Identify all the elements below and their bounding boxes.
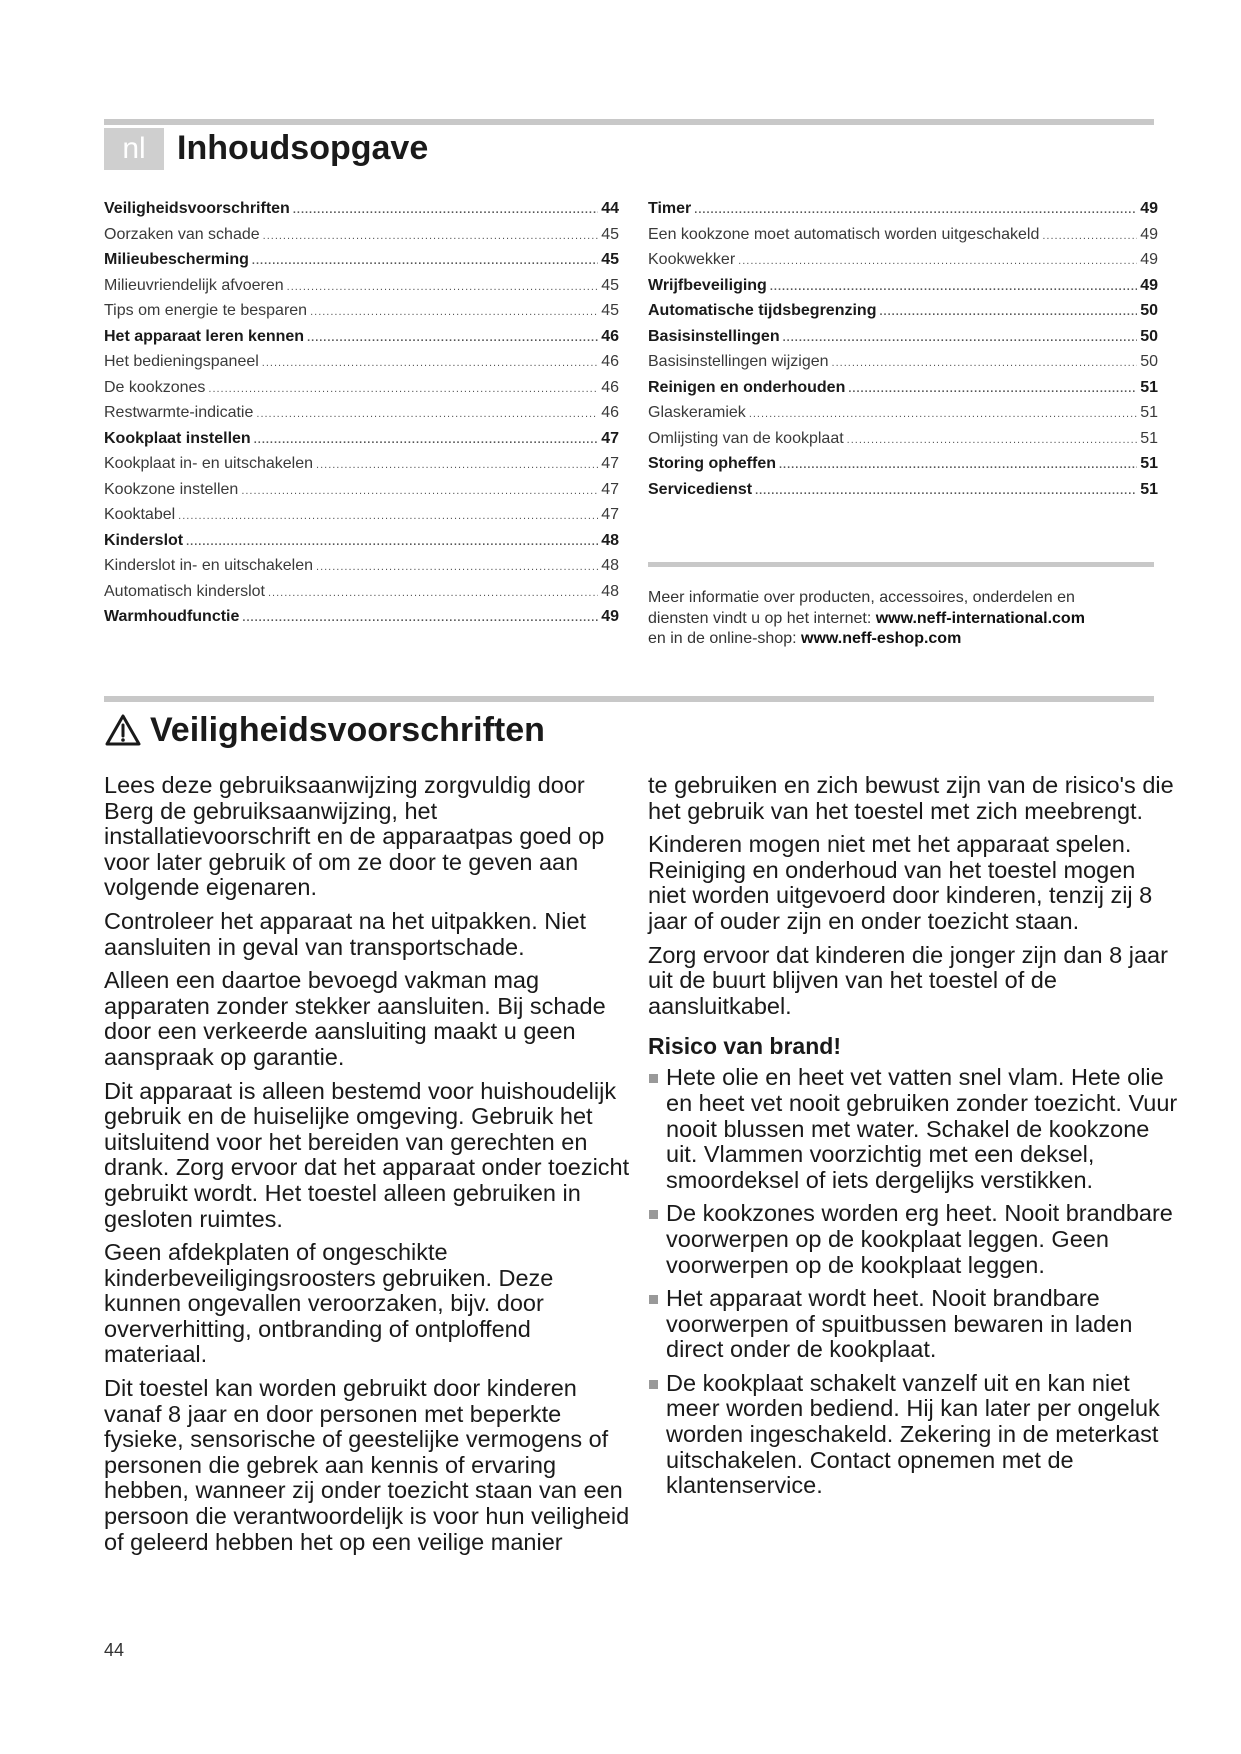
toc-entry-title: Basisinstellingen wijzigen xyxy=(648,353,829,370)
toc-entry[interactable] xyxy=(104,273,619,299)
toc-entry-page: 45 xyxy=(601,276,619,294)
toc-entry-title: Milieubescherming xyxy=(104,251,249,268)
safety-right-paragraphs xyxy=(648,773,1178,1019)
toc-entry-title: De kookzones xyxy=(104,378,206,396)
toc-entry-page: 46 xyxy=(601,404,619,421)
body-paragraph: Controleer het apparaat na het uitpakken. Niet aansluiten in geval van transportschade. xyxy=(104,907,587,960)
toc-entry-title: Kookplaat instellen xyxy=(104,429,251,447)
fire-risk-text: De kookzones worden erg heet. Nooit brandbare voorwerpen op de kookplaat leggen. Geen voorwerpen op de kookplaat leggen. xyxy=(666,1200,1173,1278)
toc-entry-title: Warmhoudfunctie xyxy=(104,608,240,625)
toc-entry-title: Het bedieningspaneel xyxy=(104,353,259,370)
toc-entry-title: Timer xyxy=(648,200,692,217)
toc-entry-title: Kookwekker xyxy=(648,251,736,268)
toc-entry-title: Kookplaat in- en uitschakelen xyxy=(104,455,314,472)
fire-risk-text: De kookplaat schakelt vanzelf uit en kan niet meer worden bediend. Hij kan later per ongeluk worden ingeschakeld. Zekering in de meterkast uitschakelen. Contact opnemen met de klantenservice. xyxy=(666,1369,1160,1499)
toc-entry-title: Milieuvriendelijk afvoeren xyxy=(104,276,284,294)
page-number: 44 xyxy=(104,1640,125,1660)
fire-risk-text: Hete olie en heet vet vatten snel vlam. Hete olie en heet vet nooit gebruiken zonder toezicht. Vuur nooit blussen met water. Schakel de kookzone uit. Vlammen voorzichtig met een deksel, smoordeksel of iets dergelijks verstikken. xyxy=(666,1064,1178,1193)
toc-entry-page: 47 xyxy=(601,480,619,498)
toc-leader-dots xyxy=(779,453,1137,479)
toc-entry-title: Wrijfbeveiliging xyxy=(648,276,767,294)
body-paragraph: Lees deze gebruiksaanwijzing zorgvuldig door Berg de gebruiksaanwijzing, het installatievoorschrift en de apparaatpas goed op voor later gebruik of om ze door te geven aan volgende eigenaren. xyxy=(104,772,605,901)
toc-entry[interactable] xyxy=(104,451,619,477)
toc-leader-dots xyxy=(749,402,1137,428)
toc-entry[interactable] xyxy=(648,375,1158,401)
toc-entry-page: 47 xyxy=(601,429,619,447)
toc-entry[interactable] xyxy=(648,349,1158,375)
toc-leader-dots xyxy=(287,275,599,301)
toc-entry-title: Veiligheidsvoorschriften xyxy=(104,200,290,217)
eshop-link[interactable]: www.neff-eshop.com xyxy=(801,630,962,647)
toc-left-column xyxy=(104,196,619,630)
toc-entry[interactable] xyxy=(648,196,1158,222)
toc-entry-page: 46 xyxy=(601,378,619,396)
fire-risk-item xyxy=(648,1371,1178,1499)
toc-entry[interactable] xyxy=(648,426,1158,452)
toc-leader-dots xyxy=(770,275,1137,301)
toc-entry-page: 46 xyxy=(601,353,619,370)
square-bullet-icon xyxy=(649,1380,658,1389)
toc-entry-title: Restwarmte-indicatie xyxy=(104,404,254,421)
toc-leader-dots xyxy=(310,300,598,326)
info-text xyxy=(648,588,1158,650)
toc-leader-dots xyxy=(186,530,598,556)
toc-entry[interactable] xyxy=(104,604,619,630)
toc-entry-page: 51 xyxy=(1140,455,1158,472)
toc-entry[interactable] xyxy=(104,426,619,452)
toc-entry-page: 49 xyxy=(1140,225,1158,243)
safety-title-text: Veiligheidsvoorschriften xyxy=(150,711,545,749)
toc-entry-page: 49 xyxy=(1140,276,1158,294)
toc-leader-dots xyxy=(316,453,598,479)
toc-leader-dots xyxy=(293,198,598,224)
toc-leader-dots xyxy=(242,606,598,632)
toc-entry[interactable] xyxy=(104,196,619,222)
fire-risk-heading: Risico van brand! xyxy=(648,1033,841,1060)
body-paragraph: Kinderen mogen niet met het apparaat spelen. Reiniging en onderhoud van het toestel mogen niet worden uitgevoerd door kinderen, tenzij zij 8 jaar of ouder zijn en onder toezicht staan. xyxy=(648,831,1153,934)
toc-leader-dots xyxy=(262,351,598,377)
toc-entry-page: 45 xyxy=(601,225,619,243)
toc-entry-page: 47 xyxy=(601,455,619,472)
toc-leader-dots xyxy=(307,326,598,352)
toc-entry[interactable] xyxy=(104,528,619,554)
language-badge: nl xyxy=(104,128,164,170)
toc-entry-title: Automatisch kinderslot xyxy=(104,582,265,600)
toc-entry-title: Het apparaat leren kennen xyxy=(104,327,305,345)
fire-risk-list xyxy=(648,1065,1178,1499)
toc-right-column xyxy=(648,196,1158,502)
toc-entry-page: 51 xyxy=(1140,429,1158,447)
toc-entry-page: 50 xyxy=(1140,353,1158,370)
toc-leader-dots xyxy=(755,479,1137,505)
toc-entry[interactable] xyxy=(648,400,1158,426)
toc-leader-dots xyxy=(178,504,598,530)
safety-title xyxy=(104,706,545,754)
fire-risk-item xyxy=(648,1065,1178,1193)
toc-entry-title: Basisinstellingen xyxy=(648,327,780,345)
toc-entry-page: 49 xyxy=(1140,200,1158,217)
toc-entry-page: 46 xyxy=(601,327,619,345)
toc-entry[interactable] xyxy=(104,477,619,503)
toc-leader-dots xyxy=(252,249,598,275)
toc-title: Inhoudsopgave xyxy=(177,129,429,167)
toc-entry[interactable] xyxy=(104,502,619,528)
toc-leader-dots xyxy=(208,377,598,403)
square-bullet-icon xyxy=(649,1074,658,1083)
toc-entry-page: 47 xyxy=(601,506,619,523)
toc-entry-title: Glaskeramiek xyxy=(648,404,746,421)
safety-top-rule xyxy=(104,696,1154,702)
toc-entry-page: 50 xyxy=(1140,327,1158,345)
toc-entry-page: 51 xyxy=(1140,378,1158,396)
toc-entry[interactable] xyxy=(648,247,1158,273)
body-paragraph: Geen afdekplaten of ongeschikte kinderbeveiligingsroosters gebruiken. Deze kunnen ongevallen veroorzaken, bijv. door oververhitting, ontbranding of ontploffend materiaal. xyxy=(104,1239,554,1368)
toc-entry-page: 44 xyxy=(601,200,619,217)
toc-leader-dots xyxy=(1042,224,1137,250)
info-line-2-prefix: diensten vindt u op het internet: xyxy=(648,609,876,627)
toc-entry[interactable] xyxy=(104,349,619,375)
fire-risk-item xyxy=(648,1286,1178,1363)
toc-entry[interactable] xyxy=(104,222,619,248)
website-link[interactable]: www.neff-international.com xyxy=(875,609,1085,627)
info-divider xyxy=(648,562,1154,567)
toc-entry[interactable] xyxy=(648,222,1158,248)
toc-leader-dots xyxy=(738,249,1137,275)
toc-leader-dots xyxy=(879,300,1137,326)
toc-leader-dots xyxy=(254,428,599,454)
toc-entry-title: Automatische tijdsbegrenzing xyxy=(648,302,877,319)
toc-entry[interactable] xyxy=(648,324,1158,350)
toc-entry-page: 45 xyxy=(601,302,619,319)
toc-entry-page: 51 xyxy=(1140,480,1158,498)
toc-entry-title: Kinderslot in- en uitschakelen xyxy=(104,557,314,574)
info-line-3-prefix: en in de online-shop: xyxy=(648,630,801,647)
fire-risk-item xyxy=(648,1201,1178,1278)
toc-entry-title: Omlijsting van de kookplaat xyxy=(648,429,844,447)
toc-entry[interactable] xyxy=(648,298,1158,324)
toc-entry[interactable] xyxy=(104,375,619,401)
toc-entry[interactable] xyxy=(648,273,1158,299)
info-line-1: Meer informatie over producten, accessoires, onderdelen en xyxy=(648,589,1075,606)
body-paragraph: Zorg ervoor dat kinderen die jonger zijn dan 8 jaar uit de buurt blijven van het toestel of de aansluitkabel. xyxy=(648,941,1168,1019)
toc-leader-dots xyxy=(268,581,598,607)
toc-leader-dots xyxy=(832,351,1138,377)
toc-entry[interactable] xyxy=(104,298,619,324)
body-paragraph: Alleen een daartoe bevoegd vakman mag apparaten zonder stekker aansluiten. Bij schade door een verkeerde aansluiting maakt u geen aanspraak op garantie. xyxy=(104,967,606,1070)
toc-leader-dots xyxy=(263,224,599,250)
toc-entry[interactable] xyxy=(104,324,619,350)
toc-leader-dots xyxy=(694,198,1137,224)
toc-leader-dots xyxy=(848,377,1137,403)
toc-entry-title: Servicedienst xyxy=(648,480,753,498)
toc-leader-dots xyxy=(847,428,1138,454)
toc-entry[interactable] xyxy=(104,400,619,426)
toc-entry-page: 48 xyxy=(601,582,619,600)
toc-entry-page: 51 xyxy=(1140,404,1158,421)
toc-leader-dots xyxy=(241,479,598,505)
toc-entry[interactable] xyxy=(104,247,619,273)
toc-entry-title: Kinderslot xyxy=(104,531,184,549)
toc-entry[interactable] xyxy=(104,553,619,579)
body-paragraph: Dit apparaat is alleen bestemd voor huishoudelijk gebruik en de huiselijke omgeving. Gebruik het uitsluitend voor het bereiden van gerechten en drank. Zorg ervoor dat het apparaat onder toezicht gebruikt wordt. Het toestel alleen gebruiken in gesloten ruimtes. xyxy=(104,1077,630,1232)
toc-leader-dots xyxy=(316,555,598,581)
toc-entry[interactable] xyxy=(648,451,1158,477)
square-bullet-icon xyxy=(649,1210,658,1219)
toc-entry-title: Reinigen en onderhouden xyxy=(648,378,846,396)
toc-entry-page: 49 xyxy=(601,608,619,625)
square-bullet-icon xyxy=(649,1295,658,1304)
warning-triangle-icon xyxy=(104,713,142,747)
safety-right-column xyxy=(648,773,1178,1507)
toc-entry[interactable] xyxy=(648,477,1158,503)
body-paragraph: te gebruiken en zich bewust zijn van de risico's die het gebruik van het toestel met zich meebrengt. xyxy=(648,772,1174,824)
toc-entry-page: 49 xyxy=(1140,251,1158,268)
toc-entry-page: 45 xyxy=(601,251,619,268)
safety-left-column xyxy=(104,773,634,1563)
toc-entry-title: Oorzaken van schade xyxy=(104,225,260,243)
toc-entry-title: Een kookzone moet automatisch worden uitgeschakeld xyxy=(648,225,1040,243)
toc-entry-page: 50 xyxy=(1140,302,1158,319)
toc-entry-title: Storing opheffen xyxy=(648,455,776,472)
toc-leader-dots xyxy=(256,402,598,428)
toc-entry-title: Tips om energie te besparen xyxy=(104,302,308,319)
toc-leader-dots xyxy=(783,326,1138,352)
toc-entry[interactable] xyxy=(104,579,619,605)
toc-entry-page: 48 xyxy=(601,531,619,549)
body-paragraph: Dit toestel kan worden gebruikt door kinderen vanaf 8 jaar en door personen met beperkte fysieke, sensorische of geestelijke vermogens of personen die gebrek aan kennis of ervaring hebben, wanneer zij onder toezicht staan van een persoon die verantwoordelijk is voor hun veiligheid of geleerd hebben het op een veilige manier xyxy=(104,1375,630,1555)
toc-entry-page: 48 xyxy=(601,557,619,574)
toc-entry-title: Kookzone instellen xyxy=(104,480,239,498)
toc-entry-title: Kooktabel xyxy=(104,506,176,523)
fire-risk-text: Het apparaat wordt heet. Nooit brandbare voorwerpen of spuitbussen bewaren in laden direct onder de kookplaat. xyxy=(666,1285,1133,1363)
